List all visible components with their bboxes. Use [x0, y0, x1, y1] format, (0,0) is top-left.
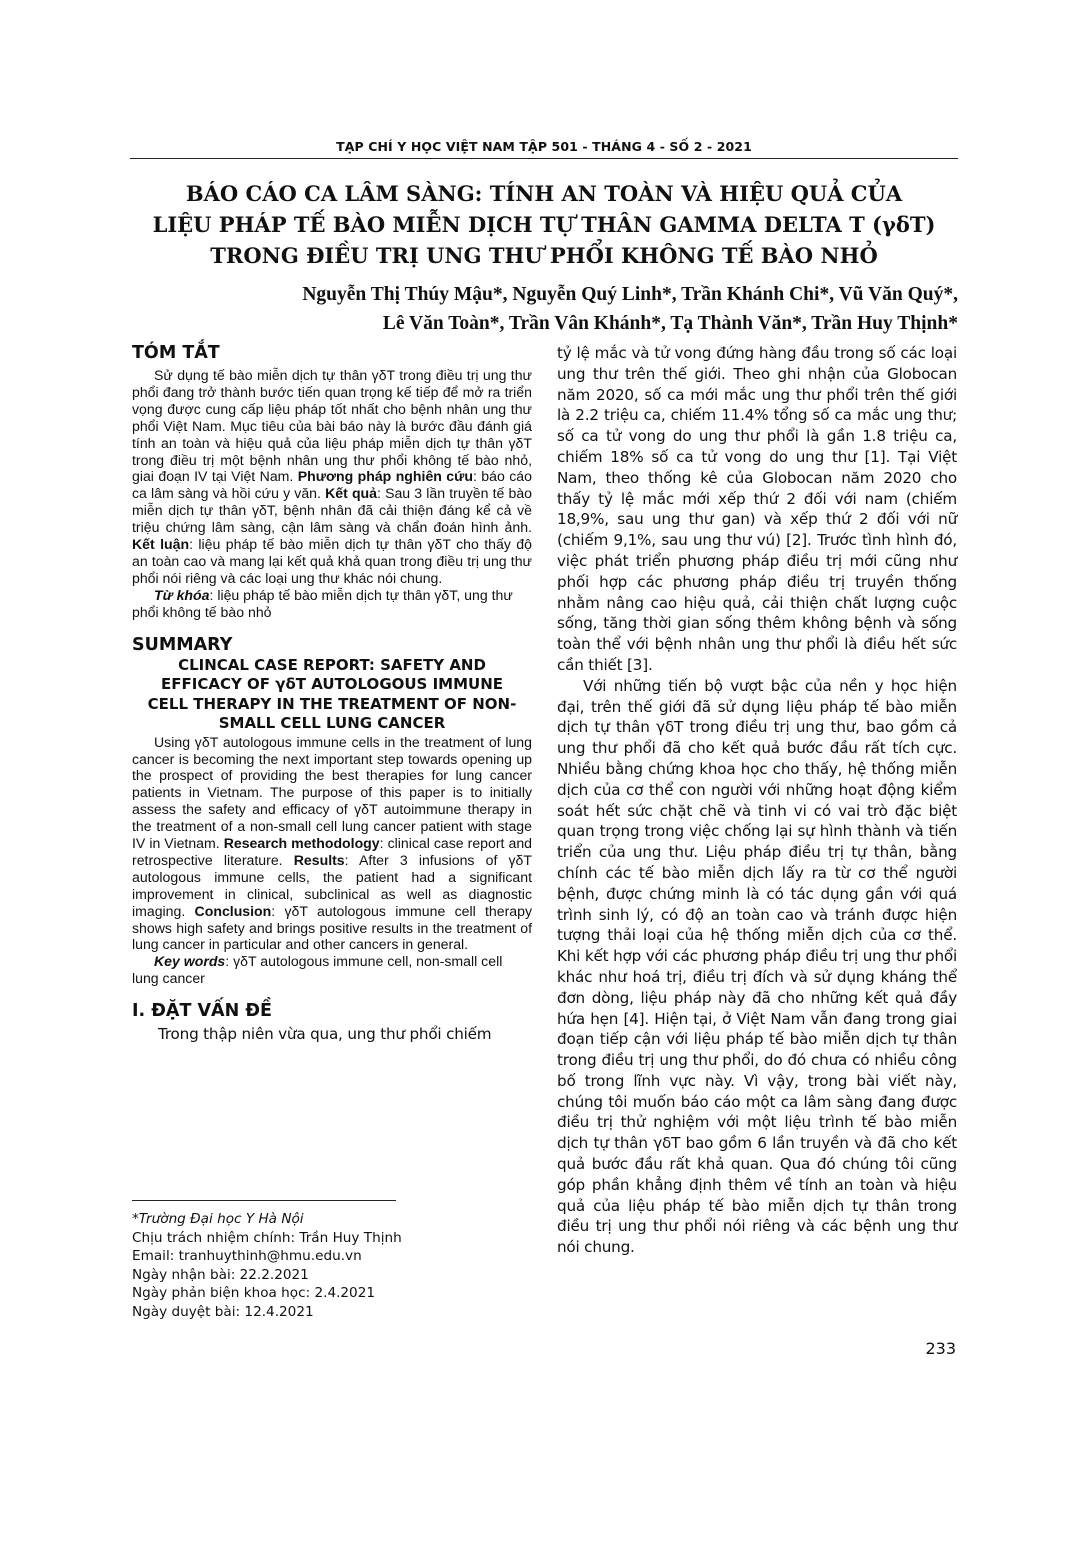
left-column	[132, 343, 532, 1045]
tom-tat-text: : liệu pháp tế bào miễn dịch tự thân γδT cho thấy độ an toàn cao và mang lại kết quả khả quan trong điều trị ung thư phổi nói riêng và các loại ung thư khác nói chung.	[132, 536, 532, 586]
tom-tat-text: : báo cáo ca lâm sàng và hồi cứu y văn.	[132, 468, 532, 502]
keywords-text: : liệu pháp tế bào miễn dịch tự thân γδT, ung thư phổi không tế bào nhỏ	[132, 586, 513, 620]
tom-tat-text: : Sau 3 lần truyền tế bào miễn dịch tự thân γδT, bệnh nhân đã cải thiện đáng kể cả về triệu chứng lâm sàng, cận lâm sàng và chẩn đoán hình ảnh.	[132, 485, 532, 536]
date-accepted: Ngày duyệt bài: 12.4.2021	[132, 1303, 314, 1320]
tom-tat-conclusion-label: Kết luận	[132, 536, 190, 553]
summary-conclusion-label: Conclusion	[194, 902, 272, 919]
tom-tat-keywords	[132, 587, 532, 621]
section-1-paragraph: Với những tiến bộ vượt bậc của nền y học hiện đại, trên thế giới đã sử dụng liệu pháp tế bào miễn dịch tự thân γδT trong điều trị ung thư, bao gồm cả ung thư phổi đã cho kết quả bước đầu rất tích cực. Nhiều bằng chứng khoa học cho thấy, hệ thống miễn dịch của cơ thể con người với những hoạt động kiểm soát hết sức chặt chẽ và tinh vi có vai trò đặc biệt quan trọng trong việc chống lại sự hình thành và tiến triển của ung thư. Liệu pháp điều trị tự thân, bằng chính các tế bào miễn dịch lấy ra từ cơ thể người bệnh, được chứng minh là có tác dụng gần với quá trình sinh lý, có độ an toàn cao và tránh được hiện tượng thải loại của hệ thống miễn dịch của cơ thể. Khi kết hợp với các phương pháp điều trị ung thư phổi khác như hoá trị, điều trị đích và sử dụng kháng thể đơn dòng, liệu pháp này đã cho những kết quả đầy hứa hẹn [4]. Hiện tại, ở Việt Nam vẫn đang trong giai đoạn tiếp cận với liệu pháp tế bào miễn dịch tự thân trong điều trị ung thư phổi, do đó chưa có nhiều công bố trong lĩnh vực này. Vì vậy, trong bài viết này, chúng tôi muốn báo cáo một ca lâm sàng đang được điều trị thử nghiệm với một liệu trình tế bào miễn dịch tự thân γδT bao gồm 6 lần truyền và đã cho kết quả bước đầu rất khả quan. Qua đó chúng tôi cũng góp phần khẳng định thêm về tính an toàn và hiệu quả của liệu pháp tế bào miễn dịch tự thân trong điều trị ung thư phổi nói riêng và các bệnh ung thư nói chung.	[557, 676, 957, 1257]
author-line: Nguyễn Thị Thúy Mậu*, Nguyễn Quý Linh*, Trần Khánh Chi*, Vũ Văn Quý*,	[302, 284, 958, 305]
date-reviewed: Ngày phản biện khoa học: 2.4.2021	[132, 1285, 376, 1301]
tom-tat-results-label: Kết quả	[325, 485, 377, 502]
journal-header: TẠP CHÍ Y HỌC VIỆT NAM TẬP 501 - THÁNG 4 - SỐ 2 - 2021	[336, 139, 752, 154]
summary-title: CLINCAL CASE REPORT: SAFETY AND EFFICACY OF γδT AUTOLOGOUS IMMUNE CELL THERAPY IN THE TREATMENT OF NON-SMALL CELL LUNG CANCER	[147, 655, 517, 733]
keywords-text: : γδT autologous immune cell, non-small cell lung cancer	[132, 953, 503, 987]
summary-text: : γδT autologous immune cell therapy shows high safety and brings positive results in the treatment of lung cancer in particular and other cancers in general.	[132, 902, 532, 953]
footnotes	[132, 1210, 532, 1321]
footnote-rule	[132, 1200, 396, 1201]
summary-text: Using γδT autologous immune cells in the treatment of lung cancer is becoming the next important step towards opening up the prospect of providing the best therapies for lung cancer patients in Vietnam. The purpose of this paper is to initially assess the safety and efficacy of γδT autoimmune therapy in the treatment of a non-small cell lung cancer patient with stage IV in Vietnam.	[132, 733, 532, 852]
affiliation: *Trường Đại học Y Hà Nội	[132, 1211, 304, 1227]
right-column	[557, 343, 957, 1258]
summary-methods-label: Research methodology	[223, 835, 380, 852]
email: Email: tranhuythinh@hmu.edu.vn	[132, 1248, 362, 1264]
tom-tat-methods-label: Phương pháp nghiên cứu	[297, 468, 473, 485]
title-line: TRONG ĐIỀU TRỊ UNG THƯ PHỔI KHÔNG TẾ BÀO NHỎ	[210, 243, 878, 268]
tom-tat-abstract	[132, 367, 532, 587]
summary-abstract	[132, 734, 532, 954]
summary-heading: SUMMARY	[132, 634, 233, 655]
article-title	[120, 178, 968, 271]
date-received: Ngày nhận bài: 22.2.2021	[132, 1266, 309, 1283]
page-number: 233	[925, 1339, 956, 1358]
header-rule	[130, 158, 958, 159]
tom-tat-text: Sử dụng tế bào miễn dịch tự thân γδT trong điều trị ung thư phổi đang trở thành bước tiến quan trọng kế tiếp để mở ra triển vọng được cung cấp liệu pháp tốt nhất cho bệnh nhân ung thư phổi Việt Nam. Mục tiêu của bài báo này là bước đầu đánh giá tính an toàn và hiệu quả của liệu pháp miễn dịch tự thân γδT trong điều trị một bệnh nhân ung thư phổi không tế bào nhỏ, giai đoạn IV tại Việt Nam.	[132, 367, 532, 485]
section-1-heading: I. ĐẶT VẤN ĐỀ	[132, 1001, 272, 1022]
author-line: Lê Văn Toàn*, Trần Vân Khánh*, Tạ Thành Văn*, Trần Huy Thịnh*	[382, 313, 958, 334]
section-1-paragraph: tỷ lệ mắc và tử vong đứng hàng đầu trong số các loại ung thư trên thế giới. Theo ghi nhận của Globocan năm 2020, số ca mới mắc ung thư phổi trên thế giới là 2.2 triệu ca, chiếm 11.4% tổng số ca mắc ung thư; số ca tử vong do ung thư phổi là gần 1.8 triệu ca, chiếm 18% số ca tử vong do ung thư [1]. Tại Việt Nam, theo thống kê của Globocan năm 2020 cho thấy tỷ lệ mắc mới xếp thứ 2 đối với nam (chiếm 18,9%, sau ung thư gan) và xếp thứ 2 đối với nữ (chiếm 9,1%, sau ung thư vú) [2]. Trước tình hình đó, việc phát triển phương pháp điều trị mới cũng như phối hợp các phương pháp điều trị truyền thống nhằm nâng cao hiệu quả, cải thiện chất lượng cuộc sống, tăng thời gian sống thêm không bệnh và sống toàn thể với bệnh nhân ung thư phổi là điều hết sức cần thiết [3].	[557, 344, 957, 674]
corresponding-author: Chịu trách nhiệm chính: Trần Huy Thịnh	[132, 1229, 402, 1246]
summary-keywords	[132, 953, 532, 987]
tom-tat-heading: TÓM TẮT	[132, 343, 220, 363]
title-line: LIỆU PHÁP TẾ BÀO MIỄN DỊCH TỰ THÂN GAMMA DELTA T (γδT)	[152, 212, 936, 237]
summary-text: : clinical case report and retrospective literature.	[132, 835, 532, 868]
summary-text: : After 3 infusions of γδT autologous immune cells, the patient had a significant improvement in clinical, subclinical as well as diagnostic imaging.	[132, 851, 533, 919]
title-line: BÁO CÁO CA LÂM SÀNG: TÍNH AN TOÀN VÀ HIỆU QUẢ CỦA	[185, 181, 903, 206]
keywords-label: Key words	[154, 953, 226, 970]
summary-results-label: Results	[293, 851, 345, 868]
section-1-intro: Trong thập niên vừa qua, ung thư phổi chiếm	[158, 1025, 492, 1044]
keywords-label: Từ khóa	[154, 586, 210, 603]
author-list	[150, 280, 958, 338]
